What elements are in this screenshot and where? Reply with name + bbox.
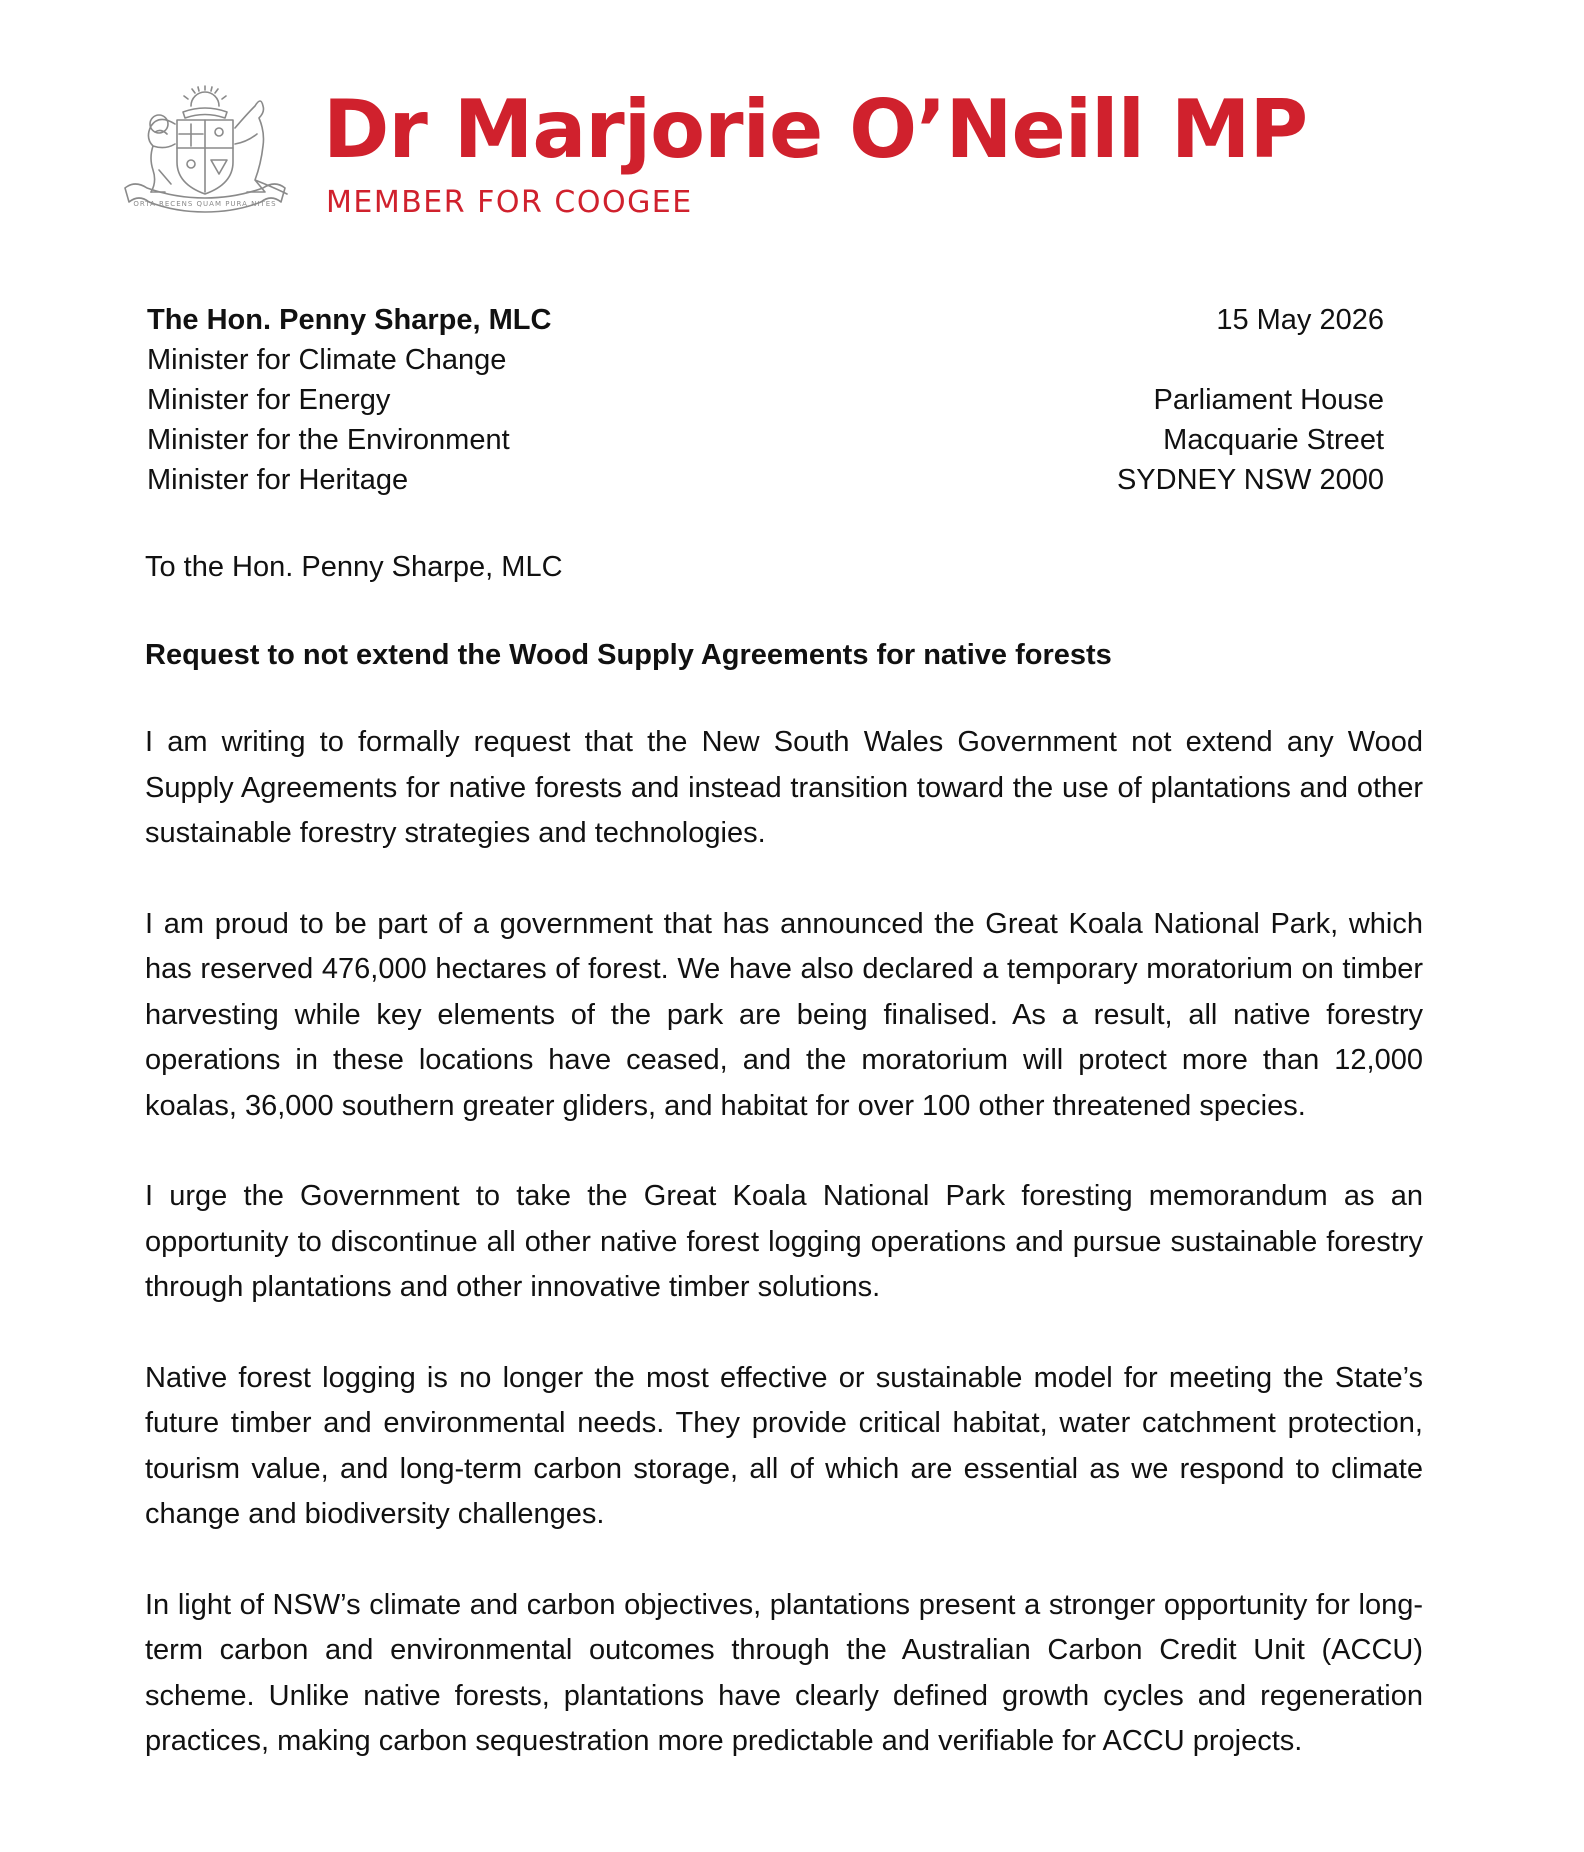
salutation: To the Hon. Penny Sharpe, MLC — [145, 551, 563, 583]
subject-heading: Request to not extend the Wood Supply Agreements for native forests — [145, 638, 1112, 671]
electorate-title: MEMBER FOR COOGEE — [326, 185, 693, 220]
recipient-block — [147, 300, 551, 500]
recipient-title: Minister for the Environment — [147, 424, 510, 456]
nsw-coat-of-arms-icon — [115, 84, 295, 214]
recipient-title: Minister for Energy — [147, 384, 391, 416]
body-paragraph: I urge the Government to take the Great Koala National Park foresting memorandum as an opportunity to discontinue all other native forest logging operations and pursue sustainable forestry through plantations and other innovative timber solutions. — [145, 1180, 1423, 1303]
letterhead — [115, 84, 1315, 224]
body-paragraph: I am proud to be part of a government that has announced the Great Koala National Park, which has reserved 476,000 hectares of forest. We have also declared a temporary moratorium on timber harvesting while key elements of the park are being finalised. As a result, all native forestry operations in these locations have ceased, and the moratorium will protect more than 12,000 koalas, 36,000 southern greater gliders, and habitat for over 100 other threatened species. — [145, 907, 1423, 1122]
recipient-title: Minister for Climate Change — [147, 344, 507, 376]
recipient-name: The Hon. Penny Sharpe, MLC — [147, 304, 552, 336]
address-line: SYDNEY NSW 2000 — [1116, 464, 1384, 496]
crest-motto: ORTA RECENS QUAM PURA NITES — [133, 200, 277, 208]
letter-body — [145, 545, 1423, 1810]
letter-date: 15 May 2026 — [1216, 304, 1384, 336]
sender-block — [1117, 300, 1384, 500]
body-paragraph: Native forest logging is no longer the most effective or sustainable model for meeting the State’s future timber and environmental needs. They provide critical habitat, water catchment protection, tourism value, and long-term carbon storage, all of which are essential as we respond to climate change and biodiversity challenges. — [145, 1361, 1423, 1530]
spacer — [1117, 340, 1384, 380]
recipient-title: Minister for Heritage — [147, 464, 409, 496]
address-line: Macquarie Street — [1163, 424, 1384, 456]
member-name: Dr Marjorie O’Neill MP — [323, 83, 1308, 176]
body-paragraph: In light of NSW’s climate and carbon objectives, plantations present a stronger opportunity for long-term carbon and environmental outcomes through the Australian Carbon Credit Unit (ACCU) scheme. Unlike native forests, plantations have clearly defined growth cycles and regeneration practices, making carbon sequestration more predictable and verifiable for ACCU projects. — [145, 1588, 1423, 1757]
address-line: Parliament House — [1153, 384, 1384, 416]
body-paragraph: I am writing to formally request that the New South Wales Government not extend any Wood Supply Agreements for native forests and instead transition toward the use of plantations and other sustainable forestry strategies and technologies. — [145, 726, 1423, 849]
